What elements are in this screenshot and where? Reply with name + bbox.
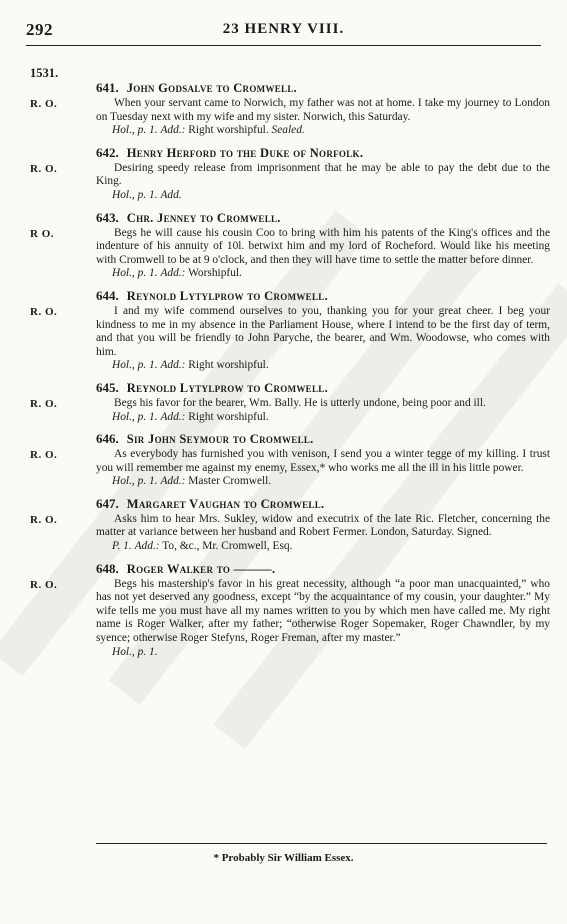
header-rule [26, 45, 541, 46]
entry-number: 647. [96, 495, 119, 511]
entry-number: 645. [96, 379, 119, 395]
entry-title [96, 430, 550, 448]
entry-body: I and my wife commend ourselves to you, thanking you for your great cheer. I beg your kindness to me in my absence in the Parliament House, where I intend to be the first day of term, and that you will be friendly to John Paryche, the bearer, and Wm. Woodowse, who comes with him. [96, 304, 550, 358]
desc-add: Add.: [160, 475, 186, 488]
entry-643 [30, 209, 550, 281]
desc-hol: Hol., p. 1. [112, 475, 158, 488]
entry-source: R. O. [30, 397, 58, 410]
entry-heading: Reynold Lytylprow to Cromwell. [126, 288, 328, 303]
entry-source: R. O. [30, 162, 58, 175]
entry-body: As everybody has furnished you with venison, I send you a winter tegge of my killing. I trust you will remember me against my enemy, Essex,* who works me all the ill in his little power. [96, 448, 550, 474]
entry-heading: Reynold Lytylprow to Cromwell. [126, 380, 328, 395]
entry-heading: Chr. Jenney to Cromwell. [126, 210, 281, 225]
desc-hol: P. 1. [112, 540, 132, 553]
entry-description [96, 646, 550, 660]
entry-number: 643. [96, 209, 119, 225]
entry-description [96, 475, 550, 489]
entry-title [96, 560, 550, 578]
entry-description [96, 411, 550, 425]
entry-number: 641. [96, 80, 119, 95]
entry-description [96, 189, 550, 203]
entry-description [96, 359, 550, 373]
running-title: 23 HENRY VIII. [222, 21, 345, 37]
entry-number: 648. [96, 560, 119, 576]
footnote: * Probably Sir William Essex. [213, 852, 354, 864]
desc-add: Add.: [160, 124, 186, 137]
entry-description [96, 267, 550, 281]
page-number: 292 [26, 20, 53, 39]
entry-number: 644. [96, 287, 119, 303]
entry-number: 646. [96, 431, 119, 447]
entry-body: Asks him to hear Mrs. Sukley, widow and executrix of the late Ric. Fletcher, concerning the matter at variance between her husband and Robert Fermer. London, Saturday. Signed. [96, 512, 550, 539]
desc-hol: Hol., p. 1. [112, 410, 158, 423]
entry-number: 642. [96, 144, 119, 160]
entry-title [96, 209, 550, 227]
entry-642 [30, 144, 550, 203]
entry-description [96, 124, 550, 138]
year-label: 1531. [30, 66, 59, 80]
desc-address: Right worshipful. [188, 410, 269, 423]
entry-645 [30, 379, 550, 424]
entry-source: R O. [30, 227, 54, 240]
desc-hol: Hol., p. 1. [112, 645, 158, 658]
entry-description [96, 540, 550, 554]
entry-648 [30, 560, 550, 660]
entry-title [96, 379, 550, 397]
entry-source: R. O. [30, 513, 58, 526]
desc-address: Worshipful. [188, 267, 242, 280]
footnote-rule [96, 843, 547, 844]
desc-hol: Hol., p. 1. [112, 359, 158, 372]
desc-add: Add.: [160, 359, 186, 372]
entry-647 [30, 495, 550, 554]
entry-heading: Margaret Vaughan to Cromwell. [126, 496, 325, 511]
entry-title [96, 495, 550, 513]
page-header [26, 20, 541, 44]
desc-address: Right worshipful. [188, 359, 269, 372]
entry-641 [30, 79, 550, 138]
desc-address: Right worshipful. [188, 124, 269, 137]
entry-source: R. O. [30, 578, 58, 591]
desc-add: Add. [160, 188, 182, 201]
entry-heading: Roger Walker to ———. [126, 561, 276, 576]
entry-title [96, 79, 550, 97]
entry-title [96, 287, 550, 305]
desc-address: To, &c., Mr. Cromwell, Esq. [162, 540, 293, 553]
desc-hol: Hol., p. 1. [112, 267, 158, 280]
desc-address: Master Cromwell. [188, 475, 272, 488]
entry-body: Begs his mastership's favor in his great necessity, although “a poor man unacquainted,” who has not yet deserved any goodness, except “by the acquaintance of my cousin, your daughter.” My wife tells me you must have all my names written to you by which men have called me. My right name is Roger Walker, after my father; “otherwise Roger Sopemaker, Roger Chawndler, by my syence; otherwise Roger Stefyns, Roger Freman, after my master.” [96, 577, 550, 645]
entry-646 [30, 430, 550, 489]
entry-644 [30, 287, 550, 373]
entry-body: When your servant came to Norwich, my father was not at home. I take my journey to London on Tuesday next with my wife and my sister. Norwich, this Saturday. [96, 97, 550, 123]
entry-title [96, 144, 550, 162]
entry-body: Desiring speedy release from imprisonment that he may be able to pay the debt due to the King. [96, 161, 550, 188]
entry-body: Begs his favor for the bearer, Wm. Bally. He is utterly undone, being poor and ill. [114, 396, 486, 409]
entry-heading: John Godsalve to Cromwell. [126, 81, 298, 95]
desc-hol: Hol., p. 1. [112, 124, 158, 137]
desc-hol: Hol., p. 1. [112, 188, 158, 201]
entry-source: R. O. [30, 305, 58, 318]
entry-body: Begs he will cause his cousin Coo to bring with him his patents of the King's offices and the indenture of his annuity of 10l. betwixt him and my lord of Rocheford. Would like his meeting with Cromwell to be at 9 o'clock, and then they will have time to settle the matter before dinner. [96, 226, 550, 266]
entry-source: R. O. [30, 449, 58, 462]
desc-add: Add.: [134, 540, 160, 553]
desc-add: Add.: [160, 267, 186, 280]
desc-seal: Sealed. [271, 124, 305, 137]
entry-heading: Henry Herford to the Duke of Norfolk. [126, 145, 364, 160]
calendar-entries [30, 79, 550, 665]
entry-heading: Sir John Seymour to Cromwell. [126, 432, 314, 447]
desc-add: Add.: [160, 410, 186, 423]
entry-source: R. O. [30, 98, 58, 110]
